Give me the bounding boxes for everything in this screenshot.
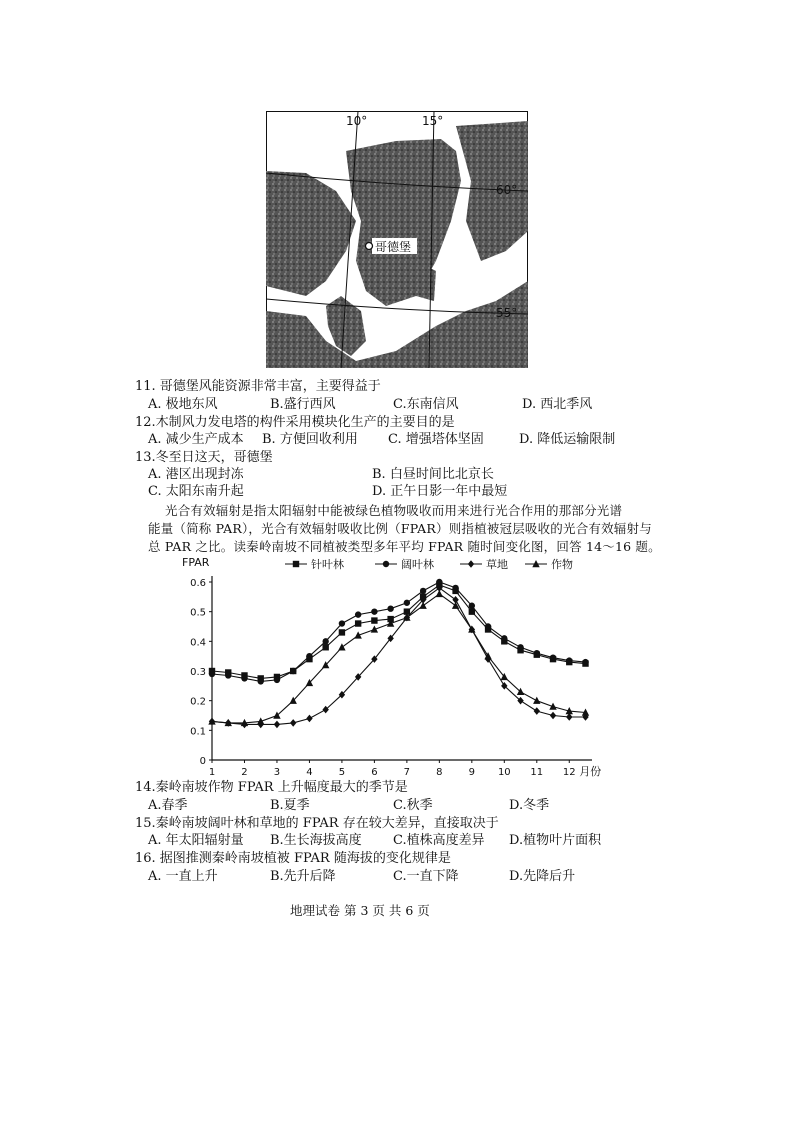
lon-label-10: 10° bbox=[346, 114, 368, 128]
q15-option-b: B.生长海拔高度 bbox=[270, 833, 362, 848]
point-square bbox=[371, 617, 377, 623]
question-16-stem: 16. 据图推测秦岭南坡植被 FPAR 随海拔的变化规律是 bbox=[135, 851, 451, 866]
q16-option-c: C.一直下降 bbox=[393, 869, 459, 884]
point-circle bbox=[485, 623, 491, 629]
fpar-chart-svg bbox=[180, 552, 610, 784]
question-12-stem: 12.木制风力发电塔的构件采用模块化生产的主要目的是 bbox=[135, 415, 455, 430]
point-diamond bbox=[566, 713, 572, 721]
x-tick-label: 1 bbox=[208, 767, 216, 778]
q11-option-b: B.盛行西风 bbox=[270, 397, 336, 412]
q11-option-d: D. 西北季风 bbox=[522, 397, 593, 412]
point-triangle bbox=[436, 590, 443, 597]
point-triangle bbox=[533, 697, 540, 704]
point-diamond bbox=[306, 715, 312, 723]
x-tick-label: 8 bbox=[436, 767, 443, 778]
y-tick-label: 0.6 bbox=[190, 578, 206, 589]
point-circle bbox=[306, 653, 312, 659]
question-15-stem: 15.秦岭南坡阔叶林和草地的 FPAR 存在较大差异，直接取决于 bbox=[135, 816, 499, 831]
point-circle bbox=[452, 585, 458, 591]
x-tick-label: 11 bbox=[530, 767, 544, 778]
q11-option-a: A. 极地东风 bbox=[148, 397, 218, 412]
q15-option-d: D.植物叶片面积 bbox=[509, 833, 602, 848]
point-circle bbox=[241, 675, 247, 681]
q14-option-a: A.春季 bbox=[148, 798, 188, 813]
q13-option-b: B. 白昼时间比北京长 bbox=[372, 467, 494, 482]
q16-option-a: A. 一直上升 bbox=[148, 869, 218, 884]
point-diamond bbox=[550, 712, 556, 720]
intro-line-2: 能量（简称 PAR），光合有效辐射吸收比例（FPAR）则指植被冠层吸收的光合有效辐射与 bbox=[148, 521, 652, 536]
series-line-circle bbox=[212, 582, 586, 681]
q13-option-a: A. 港区出现封冻 bbox=[148, 467, 244, 482]
series-line-diamond bbox=[212, 588, 586, 725]
point-circle bbox=[225, 672, 231, 678]
q14-option-b: B.夏季 bbox=[270, 798, 310, 813]
point-circle bbox=[469, 603, 475, 609]
q12-option-a: A. 减少生产成本 bbox=[148, 432, 244, 447]
x-tick-label: 10 bbox=[497, 767, 511, 778]
x-tick-label: 12 bbox=[562, 767, 576, 778]
point-square bbox=[355, 620, 361, 626]
intro-line-1: 光合有效辐射是指太阳辐射中能被绿色植物吸收而用来进行光合作用的那部分光谱 bbox=[165, 503, 623, 518]
point-diamond bbox=[534, 707, 540, 715]
y-tick-label: 0.4 bbox=[190, 637, 206, 649]
lon-label-15: 15° bbox=[422, 114, 444, 128]
q13-option-d: D. 正午日影一年中最短 bbox=[372, 484, 508, 499]
lat-label-55: 55° bbox=[496, 306, 518, 320]
q12-option-b: B. 方便回收利用 bbox=[262, 432, 358, 447]
x-tick-label: 2 bbox=[241, 767, 248, 778]
point-diamond bbox=[290, 719, 296, 727]
point-circle bbox=[534, 650, 540, 656]
q15-option-c: C.植株高度差异 bbox=[393, 833, 485, 848]
point-circle bbox=[420, 588, 426, 594]
fpar-chart bbox=[180, 552, 610, 784]
q16-option-d: D.先降后升 bbox=[509, 869, 576, 884]
x-axis-label: 月份 bbox=[579, 765, 602, 778]
legend-label-triangle: 作物 bbox=[551, 558, 573, 571]
q12-option-c: C. 增强塔体坚固 bbox=[388, 432, 484, 447]
q15-option-a: A. 年太阳辐射量 bbox=[148, 833, 244, 848]
city-label: 哥德堡 bbox=[375, 240, 412, 254]
point-circle bbox=[290, 668, 296, 674]
lat-label-60: 60° bbox=[496, 183, 518, 197]
point-square bbox=[339, 629, 345, 635]
point-circle bbox=[258, 678, 264, 684]
q12-option-d: D. 降低运输限制 bbox=[519, 432, 616, 447]
y-tick-label: 0.1 bbox=[190, 726, 206, 738]
point-circle bbox=[517, 644, 523, 650]
page-footer: 地理试卷 第 3 页 共 6 页 bbox=[290, 903, 430, 918]
point-circle bbox=[566, 657, 572, 663]
q11-option-c: C.东南信风 bbox=[393, 397, 459, 412]
x-tick-label: 4 bbox=[306, 767, 313, 778]
y-tick-label: 0.3 bbox=[190, 667, 206, 678]
y-tick-label: 0 bbox=[199, 756, 206, 767]
x-tick-label: 7 bbox=[403, 767, 411, 778]
legend-marker-diamond bbox=[468, 560, 474, 568]
point-circle bbox=[501, 635, 507, 641]
x-tick-label: 9 bbox=[468, 767, 476, 778]
question-11-stem: 11. 哥德堡风能资源非常丰富，主要得益于 bbox=[135, 379, 381, 394]
point-circle bbox=[387, 606, 393, 612]
point-circle bbox=[322, 638, 328, 644]
point-circle bbox=[582, 659, 588, 665]
q13-option-c: C. 太阳东南升起 bbox=[148, 484, 244, 499]
series-line-triangle bbox=[212, 594, 586, 723]
legend-label-diamond: 草地 bbox=[486, 558, 508, 571]
legend-marker-square bbox=[293, 561, 299, 567]
legend-label-square: 针叶林 bbox=[311, 558, 344, 571]
y-tick-label: 0.5 bbox=[190, 607, 206, 619]
series-line-square bbox=[212, 585, 586, 678]
intro-line-3: 总 PAR 之比。读秦岭南坡不同植被类型多年平均 FPAR 随时间变化图，回答 14～16 题。 bbox=[148, 539, 661, 554]
point-circle bbox=[371, 608, 377, 614]
question-13-stem: 13.冬至日这天，哥德堡 bbox=[135, 450, 273, 465]
point-circle bbox=[274, 677, 280, 683]
city-marker bbox=[366, 243, 373, 250]
y-tick-label: 0.2 bbox=[190, 696, 206, 708]
x-tick-label: 6 bbox=[371, 767, 378, 778]
point-triangle bbox=[338, 643, 345, 650]
point-circle bbox=[339, 620, 345, 626]
q14-option-c: C.秋季 bbox=[393, 798, 433, 813]
point-circle bbox=[550, 654, 556, 660]
question-14-stem: 14.秦岭南坡作物 FPAR 上升幅度最大的季节是 bbox=[135, 780, 408, 795]
y-axis-label: FPAR bbox=[182, 556, 210, 569]
map-figure bbox=[266, 111, 528, 368]
point-diamond bbox=[274, 721, 280, 729]
q16-option-b: B.先升后降 bbox=[270, 869, 336, 884]
legend-marker-circle bbox=[383, 561, 389, 567]
q14-option-d: D.冬季 bbox=[509, 798, 550, 813]
point-circle bbox=[355, 611, 361, 617]
x-tick-label: 5 bbox=[338, 767, 346, 778]
point-circle bbox=[209, 671, 215, 677]
point-circle bbox=[404, 600, 410, 606]
point-square bbox=[322, 644, 328, 650]
x-tick-label: 3 bbox=[273, 767, 281, 778]
legend-label-circle: 阔叶林 bbox=[401, 558, 434, 571]
